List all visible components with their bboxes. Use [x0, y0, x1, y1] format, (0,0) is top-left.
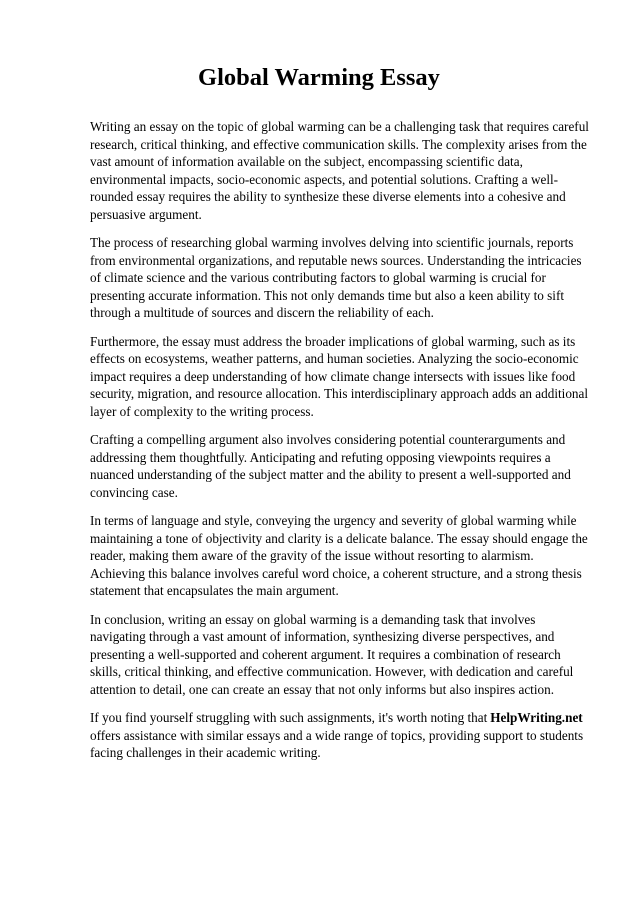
page-title: Global Warming Essay [198, 64, 440, 91]
closing-text-after-link: offers assistance with similar essays and a wide range of topics, providing support to students facing challenges in their academic writing. [90, 727, 584, 760]
paragraph-2: The process of researching global warming involves delving into scientific journals, reports from environmental organizations, and reputable news sources. Understanding the intricacies of climate science and the various contributing factors to global warming is crucial for presenting accurate information. This not only demands time but also a keen ability to sift through a multitude of sources and discern the reliability of each. [90, 235, 582, 320]
closing-paragraph [90, 709, 590, 762]
essay-body [90, 118, 590, 773]
paragraph-6: In conclusion, writing an essay on global warming is a demanding task that involves navigating through a vast amount of information, synthesizing diverse perspectives, and presenting a well-supported and coherent argument. It requires a combination of research skills, critical thinking, and effective communication. However, with dedication and careful attention to detail, one can create an essay that not only informs but also inspires action. [90, 611, 574, 697]
closing-text-before-link: If you find yourself struggling with such assignments, it's worth noting that [90, 710, 488, 725]
helpwriting-link[interactable]: HelpWriting.net [490, 710, 583, 725]
paragraph-3: Furthermore, the essay must address the broader implications of global warming, such as its effects on ecosystems, weather patterns, and human societies. Analyzing the socio-economic impact requires a deep understanding of how climate change intersects with issues like food security, migration, and resource allocation. This interdisciplinary approach adds an additional layer of complexity to the writing process. [90, 333, 589, 419]
paragraph-1: Writing an essay on the topic of global warming can be a challenging task that requires careful research, critical thinking, and effective communication skills. The complexity arises from the vast amount of information available on the subject, encompassing scientific data, environmental impacts, socio-economic aspects, and potential solutions. Crafting a well-rounded essay requires the ability to synthesize these diverse elements into a cohesive and persuasive argument. [90, 119, 589, 222]
paragraph-4: Crafting a compelling argument also involves considering potential counterarguments and addressing them thoughtfully. Anticipating and refuting opposing viewpoints requires a nuanced understanding of the subject matter and the ability to present a well-supported and convincing case. [90, 432, 571, 500]
paragraph-5: In terms of language and style, conveying the urgency and severity of global warming while maintaining a tone of objectivity and clarity is a delicate balance. The essay should engage the reader, making them aware of the gravity of the issue without resorting to alarmism. Achieving this balance involves careful word choice, a coherent structure, and a strong thesis statement that encapsulates the main argument. [90, 513, 588, 598]
